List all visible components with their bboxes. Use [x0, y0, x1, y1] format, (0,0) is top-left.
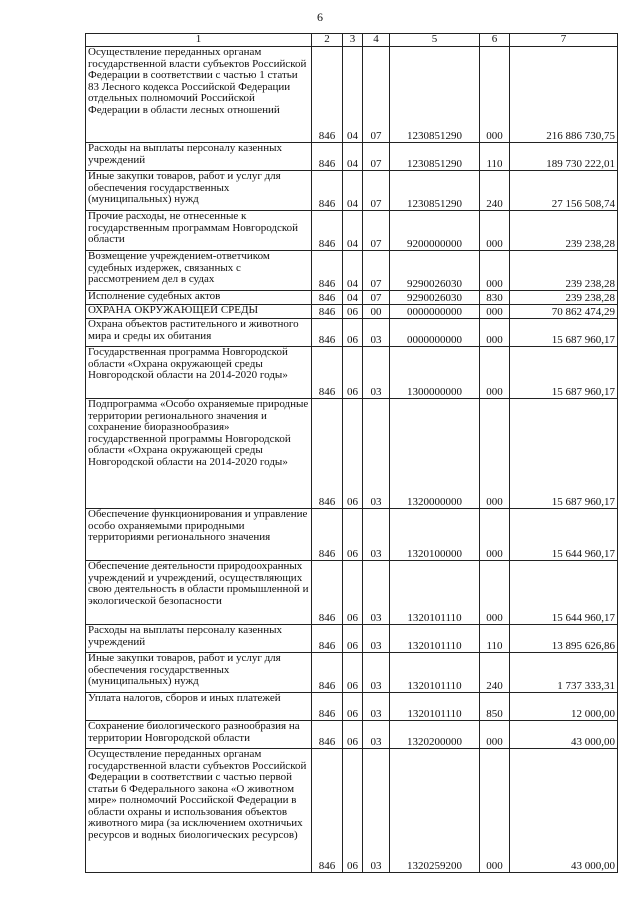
table-row: [86, 399, 618, 509]
code-pr: 07: [363, 211, 390, 251]
code-pr: 03: [363, 347, 390, 399]
code-vr: 000: [480, 305, 510, 319]
row-amount: 70 862 474,29: [510, 305, 618, 319]
code-pr: 03: [363, 653, 390, 693]
code-vr: 000: [480, 749, 510, 873]
row-amount: 216 886 730,75: [510, 47, 618, 143]
table-row: [86, 693, 618, 721]
header-cell: 2: [312, 34, 343, 47]
row-description: Осуществление переданных органам государственной власти субъектов Российской Федерации в соответствии с частью первой статьи 6 Федерального закона «О животном мире» полномочий Российской Федерации в области охраны и использования объектов животного мира (за исключением охотничьих ресурсов и водных биологических ресурсов): [86, 749, 312, 873]
table-row: [86, 319, 618, 347]
code-gr: 846: [312, 291, 343, 305]
code-rz: 06: [343, 509, 363, 561]
code-rz: 06: [343, 305, 363, 319]
code-vr: 000: [480, 509, 510, 561]
row-description: Исполнение судебных актов: [86, 291, 312, 305]
row-amount: 12 000,00: [510, 693, 618, 721]
table-row: [86, 561, 618, 625]
row-amount: 239 238,28: [510, 211, 618, 251]
code-csr: 1230851290: [390, 47, 480, 143]
code-rz: 04: [343, 47, 363, 143]
row-description: ОХРАНА ОКРУЖАЮЩЕЙ СРЕДЫ: [86, 305, 312, 319]
code-gr: 846: [312, 251, 343, 291]
row-description: Прочие расходы, не отнесенные к государственным программам Новгородской области: [86, 211, 312, 251]
code-csr: 1320101110: [390, 561, 480, 625]
table-row: [86, 347, 618, 399]
code-vr: 240: [480, 171, 510, 211]
code-csr: 0000000000: [390, 319, 480, 347]
code-rz: 04: [343, 211, 363, 251]
code-rz: 06: [343, 693, 363, 721]
code-rz: 06: [343, 653, 363, 693]
row-description: Уплата налогов, сборов и иных платежей: [86, 693, 312, 721]
code-rz: 06: [343, 749, 363, 873]
table-row: [86, 625, 618, 653]
code-gr: 846: [312, 625, 343, 653]
table-row: [86, 211, 618, 251]
header-cell: 4: [363, 34, 390, 47]
code-gr: 846: [312, 171, 343, 211]
code-pr: 03: [363, 399, 390, 509]
code-gr: 846: [312, 561, 343, 625]
code-csr: 1320101110: [390, 625, 480, 653]
table-row: [86, 143, 618, 171]
code-pr: 03: [363, 561, 390, 625]
row-amount: 189 730 222,01: [510, 143, 618, 171]
header-cell: 7: [510, 34, 618, 47]
row-amount: 27 156 508,74: [510, 171, 618, 211]
code-csr: 1230851290: [390, 171, 480, 211]
code-gr: 846: [312, 399, 343, 509]
row-description: Расходы на выплаты персоналу казенных учреждений: [86, 143, 312, 171]
row-amount: 13 895 626,86: [510, 625, 618, 653]
code-vr: 850: [480, 693, 510, 721]
code-rz: 06: [343, 625, 363, 653]
table-row: [86, 721, 618, 749]
code-vr: 000: [480, 347, 510, 399]
table-row: [86, 251, 618, 291]
code-gr: 846: [312, 509, 343, 561]
row-amount: 15 644 960,17: [510, 561, 618, 625]
code-vr: 240: [480, 653, 510, 693]
code-pr: 03: [363, 721, 390, 749]
row-description: Охрана объектов растительного и животного мира и среды их обитания: [86, 319, 312, 347]
row-amount: 15 687 960,17: [510, 399, 618, 509]
code-rz: 04: [343, 143, 363, 171]
code-rz: 06: [343, 319, 363, 347]
table-body: [86, 47, 618, 873]
code-pr: 03: [363, 509, 390, 561]
code-rz: 04: [343, 291, 363, 305]
row-description: Обеспечение функционирования и управление особо охраняемыми природными территориями регионального значения: [86, 509, 312, 561]
row-amount: 43 000,00: [510, 721, 618, 749]
row-amount: 15 687 960,17: [510, 319, 618, 347]
row-amount: 239 238,28: [510, 291, 618, 305]
header-cell: 3: [343, 34, 363, 47]
header-row: [86, 34, 618, 47]
table-row: [86, 291, 618, 305]
code-csr: 1320200000: [390, 721, 480, 749]
code-csr: 1320100000: [390, 509, 480, 561]
table-row: [86, 47, 618, 143]
row-description: Возмещение учреждением-ответчиком судебных издержек, связанных с рассмотрением дел в судах: [86, 251, 312, 291]
code-csr: 9290026030: [390, 291, 480, 305]
code-vr: 000: [480, 561, 510, 625]
row-description: Обеспечение деятельности природоохранных учреждений и учреждений, осуществляющих свою деятельность в области промышленной и экологической безопасности: [86, 561, 312, 625]
code-gr: 846: [312, 305, 343, 319]
code-pr: 03: [363, 693, 390, 721]
code-csr: 9290026030: [390, 251, 480, 291]
code-pr: 03: [363, 319, 390, 347]
row-amount: 1 737 333,31: [510, 653, 618, 693]
table-row: [86, 749, 618, 873]
code-vr: 110: [480, 625, 510, 653]
code-csr: 1230851290: [390, 143, 480, 171]
page-number: 6: [317, 10, 323, 24]
row-amount: 43 000,00: [510, 749, 618, 873]
code-vr: 000: [480, 399, 510, 509]
code-rz: 06: [343, 721, 363, 749]
row-description: Подпрограмма «Особо охраняемые природные территории регионального значения и сохранение биоразнообразия» государственной программы Новгородской области «Охрана окружающей среды Новгородской области на 2014-2020 годы»: [86, 399, 312, 509]
code-gr: 846: [312, 721, 343, 749]
code-csr: 0000000000: [390, 305, 480, 319]
table-row: [86, 653, 618, 693]
row-amount: 15 687 960,17: [510, 347, 618, 399]
code-rz: 06: [343, 347, 363, 399]
code-gr: 846: [312, 47, 343, 143]
code-vr: 000: [480, 251, 510, 291]
code-gr: 846: [312, 347, 343, 399]
code-rz: 06: [343, 561, 363, 625]
code-gr: 846: [312, 749, 343, 873]
code-pr: 03: [363, 749, 390, 873]
code-csr: 1320000000: [390, 399, 480, 509]
header-cell: 6: [480, 34, 510, 47]
code-rz: 04: [343, 251, 363, 291]
code-gr: 846: [312, 653, 343, 693]
row-description: Иные закупки товаров, работ и услуг для обеспечения государственных (муниципальных) нужд: [86, 653, 312, 693]
code-vr: 110: [480, 143, 510, 171]
row-description: Расходы на выплаты персоналу казенных учреждений: [86, 625, 312, 653]
row-amount: 239 238,28: [510, 251, 618, 291]
code-csr: 1320259200: [390, 749, 480, 873]
code-gr: 846: [312, 319, 343, 347]
row-description: Сохранение биологического разнообразия на территории Новгородской области: [86, 721, 312, 749]
code-vr: 830: [480, 291, 510, 305]
code-pr: 07: [363, 291, 390, 305]
header-cell: 1: [86, 34, 312, 47]
row-amount: 15 644 960,17: [510, 509, 618, 561]
code-rz: 06: [343, 399, 363, 509]
budget-table: [85, 33, 618, 873]
code-vr: 000: [480, 319, 510, 347]
code-vr: 000: [480, 211, 510, 251]
row-description: Иные закупки товаров, работ и услуг для обеспечения государственных (муниципальных) нужд: [86, 171, 312, 211]
code-csr: 1320101110: [390, 653, 480, 693]
code-csr: 9200000000: [390, 211, 480, 251]
code-pr: 03: [363, 625, 390, 653]
table-row: [86, 509, 618, 561]
code-pr: 07: [363, 47, 390, 143]
header-cell: 5: [390, 34, 480, 47]
code-pr: 07: [363, 143, 390, 171]
row-description: Осуществление переданных органам государственной власти субъектов Российской Федерации в соответствии с частью 1 статьи 83 Лесного кодекса Российской Федерации отдельных полномочий Российской Федерации в области лесных отношений: [86, 47, 312, 143]
code-vr: 000: [480, 721, 510, 749]
code-gr: 846: [312, 143, 343, 171]
code-pr: 00: [363, 305, 390, 319]
code-pr: 07: [363, 251, 390, 291]
code-gr: 846: [312, 211, 343, 251]
code-csr: 1320101110: [390, 693, 480, 721]
code-vr: 000: [480, 47, 510, 143]
table-row: [86, 171, 618, 211]
row-description: Государственная программа Новгородской области «Охрана окружающей среды Новгородской области на 2014-2020 годы»: [86, 347, 312, 399]
table-row: [86, 305, 618, 319]
code-gr: 846: [312, 693, 343, 721]
code-csr: 1300000000: [390, 347, 480, 399]
code-pr: 07: [363, 171, 390, 211]
code-rz: 04: [343, 171, 363, 211]
